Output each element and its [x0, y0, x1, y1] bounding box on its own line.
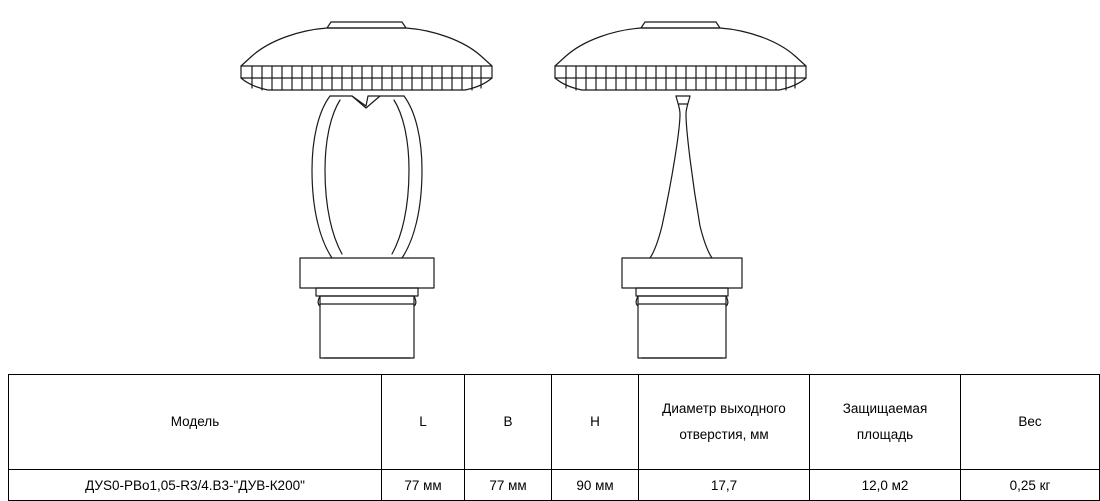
header-protected-area-line1: Защищаемая	[842, 401, 928, 416]
specification-table-container	[8, 374, 1092, 501]
cell-model: ДУS0-PBo1,05-R3/4.B3-"ДУВ-К200"	[9, 470, 382, 501]
header-protected-area	[810, 375, 961, 470]
header-weight: Вес	[961, 375, 1100, 470]
header-outlet-diameter-line2: отверстия, мм	[679, 427, 769, 442]
cell-protected-area: 12,0 м2	[810, 470, 961, 501]
table-row	[9, 470, 1100, 501]
table-header-row	[9, 375, 1100, 470]
cell-weight: 0,25 кг	[961, 470, 1100, 501]
header-height: H	[552, 375, 639, 470]
header-length: L	[382, 375, 465, 470]
header-protected-area-line2: площадь	[856, 427, 914, 442]
specification-table	[8, 374, 1100, 501]
header-outlet-diameter-line1: Диаметр выходного	[662, 401, 786, 416]
header-outlet-diameter	[639, 375, 810, 470]
header-model: Модель	[9, 375, 382, 470]
cell-width: 77 мм	[465, 470, 552, 501]
cell-outlet-diameter: 17,7	[639, 470, 810, 501]
pendent-sprinkler-view-left	[241, 22, 492, 358]
cell-height: 90 мм	[552, 470, 639, 501]
cell-length: 77 мм	[382, 470, 465, 501]
header-width: B	[465, 375, 552, 470]
pendent-sprinkler-view-right	[555, 22, 806, 358]
